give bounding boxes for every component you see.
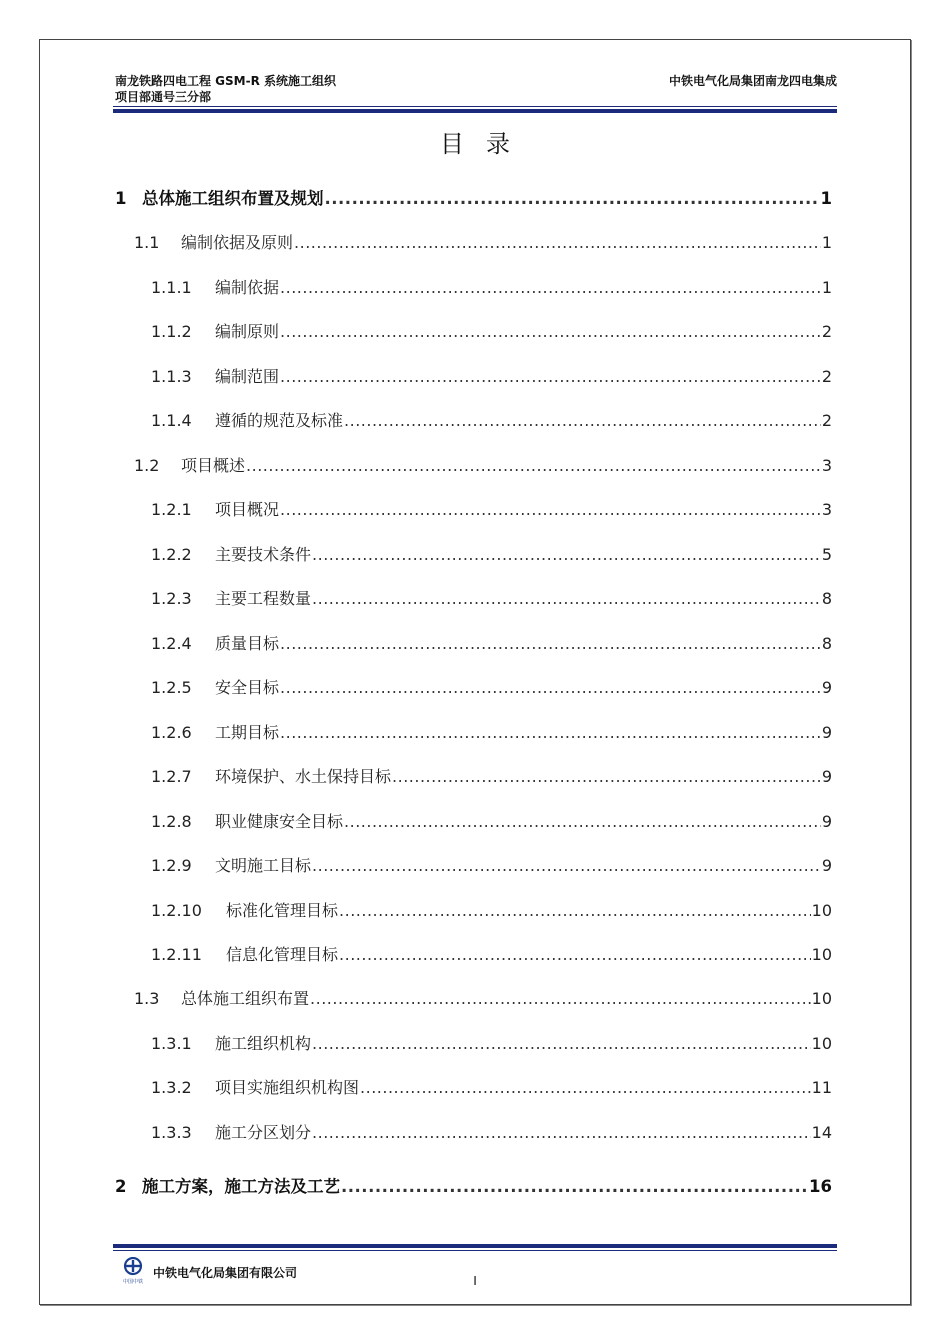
header-rule-thin: [113, 106, 837, 107]
toc-leader-dots: [310, 989, 811, 1009]
toc-entry[interactable]: [151, 678, 832, 698]
toc-entry[interactable]: [151, 500, 832, 520]
toc-entry[interactable]: [151, 1078, 832, 1098]
toc-entry-number: 1.3.3: [151, 1123, 192, 1142]
toc-entry[interactable]: [151, 723, 832, 743]
toc-entry-page: 3: [821, 500, 832, 519]
toc-entry[interactable]: [151, 812, 832, 832]
toc-leader-dots: [312, 1034, 811, 1054]
page-border: [39, 39, 911, 1305]
toc-leader-dots: [312, 856, 821, 876]
toc-entry[interactable]: [151, 634, 832, 654]
footer-rule-thick: [113, 1244, 837, 1248]
toc-entry[interactable]: [151, 322, 832, 342]
toc-entry-page: 11: [811, 1078, 832, 1097]
toc-entry-title: 项目概况: [215, 500, 280, 519]
toc-entry[interactable]: [134, 456, 832, 476]
toc-leader-dots: [339, 945, 811, 965]
toc-entry-number: 1.1: [134, 233, 160, 252]
toc-entry-title: 工期目标: [215, 723, 280, 742]
header-project-title: 南龙铁路四电工程 GSM-R 系统施工组织: [115, 74, 337, 88]
toc-entry-page: 9: [821, 767, 832, 786]
toc-entry[interactable]: [151, 545, 832, 565]
toc-entry-page: 2: [821, 322, 832, 341]
toc-leader-dots: [341, 1177, 808, 1197]
toc-entry-page: 1: [820, 189, 832, 208]
toc-entry-number: 1.1.1: [151, 278, 192, 297]
toc-entry-page: 9: [821, 856, 832, 875]
header-department: 项目部通号三分部: [115, 90, 212, 104]
toc-entry-page: 1: [821, 278, 832, 297]
logo-caption: 中国中铁: [122, 1279, 144, 1285]
toc-entry-number: 1.2.6: [151, 723, 192, 742]
toc-entry-number: 1.2.3: [151, 589, 192, 608]
toc-entry-title: 施工分区划分: [215, 1123, 312, 1142]
toc-entry-title: 施工方案，施工方法及工艺: [142, 1177, 340, 1196]
toc-entry-page: 9: [821, 812, 832, 831]
toc-entry-page: 8: [821, 634, 832, 653]
toc-entry-page: 2: [821, 367, 832, 386]
toc-entry-title: 信息化管理目标: [226, 945, 339, 964]
toc-entry-title: 质量目标: [215, 634, 280, 653]
toc-entry-title: 总体施工组织布置及规划: [142, 189, 324, 208]
toc-entry-title: 施工组织机构: [215, 1034, 312, 1053]
toc-entry-number: 1.2.8: [151, 812, 192, 831]
page-number: I: [473, 1273, 477, 1288]
toc-entry-number: 1.2.2: [151, 545, 192, 564]
toc-entry-title: 主要工程数量: [215, 589, 312, 608]
toc-entry-number: 1.1.2: [151, 322, 192, 341]
toc-entry-title: 安全目标: [215, 678, 280, 697]
toc-entry[interactable]: [151, 767, 832, 787]
toc-entry-number: 1: [115, 189, 127, 208]
toc-entry-page: 10: [811, 945, 832, 964]
toc-entry[interactable]: [151, 411, 832, 431]
toc-leader-dots: [312, 1123, 811, 1143]
toc-entry[interactable]: [151, 901, 832, 921]
toc-entry-title: 项目实施组织机构图: [215, 1078, 360, 1097]
toc-entry-title: 文明施工目标: [215, 856, 312, 875]
toc-leader-dots: [392, 767, 821, 787]
toc-entry-page: 10: [811, 901, 832, 920]
toc-entry[interactable]: [115, 1177, 832, 1197]
toc-entry-number: 1.1.3: [151, 367, 192, 386]
toc-entry[interactable]: [151, 1034, 832, 1054]
toc-entry[interactable]: [151, 589, 832, 609]
toc-entry-number: 1.2.4: [151, 634, 192, 653]
toc-entry-title: 项目概述: [181, 456, 246, 475]
toc-entry[interactable]: [151, 278, 832, 298]
header-rule-thick: [113, 109, 837, 113]
toc-entry-page: 5: [821, 545, 832, 564]
toc-leader-dots: [344, 812, 821, 832]
toc-leader-dots: [294, 233, 821, 253]
toc-entry-title: 编制原则: [215, 322, 280, 341]
toc-leader-dots: [280, 723, 821, 743]
toc-leader-dots: [280, 634, 821, 654]
toc-leader-dots: [325, 189, 820, 209]
toc-entry[interactable]: [115, 189, 832, 209]
toc-entry-number: 1.2: [134, 456, 160, 475]
toc-entry[interactable]: [134, 233, 832, 253]
toc-leader-dots: [280, 367, 821, 387]
toc-entry[interactable]: [151, 856, 832, 876]
toc-entry-number: 1.1.4: [151, 411, 192, 430]
toc-entry-page: 9: [821, 678, 832, 697]
toc-leader-dots: [246, 456, 821, 476]
header-left: [115, 73, 336, 105]
toc-entry-title: 职业健康安全目标: [215, 812, 344, 831]
toc-entry-page: 10: [811, 1034, 832, 1053]
toc-entry-page: 2: [821, 411, 832, 430]
toc-entry-title: 编制依据及原则: [181, 233, 294, 252]
toc-leader-dots: [312, 545, 821, 565]
toc-entry-page: 14: [811, 1123, 832, 1142]
toc-leader-dots: [360, 1078, 811, 1098]
toc-leader-dots: [280, 500, 821, 520]
toc-leader-dots: [339, 901, 811, 921]
toc-entry-title: 总体施工组织布置: [181, 989, 310, 1008]
toc-entry-number: 1.3.2: [151, 1078, 192, 1097]
toc-entry-number: 1.2.9: [151, 856, 192, 875]
toc-leader-dots: [280, 278, 821, 298]
toc-entry-page: 1: [821, 233, 832, 252]
toc-entry-title: 编制范围: [215, 367, 280, 386]
toc-leader-dots: [312, 589, 821, 609]
toc-entry-number: 1.2.7: [151, 767, 192, 786]
toc-entry-page: 8: [821, 589, 832, 608]
toc-entry-number: 1.3.1: [151, 1034, 192, 1053]
toc-entry[interactable]: [151, 945, 832, 965]
toc-entry-number: 1.2.11: [151, 945, 202, 964]
toc-entry-title: 主要技术条件: [215, 545, 312, 564]
toc-leader-dots: [280, 322, 821, 342]
toc-entry-number: 1.2.10: [151, 901, 202, 920]
toc-entry-page: 16: [809, 1177, 832, 1196]
toc-entry[interactable]: [134, 989, 832, 1009]
header-company: 中铁电气化局集团南龙四电集成: [668, 74, 837, 88]
toc-entry[interactable]: [151, 367, 832, 387]
toc-entry-page: 9: [821, 723, 832, 742]
footer-company-name: 中铁电气化局集团有限公司: [153, 1266, 298, 1280]
footer-rule-thin: [113, 1250, 837, 1251]
toc-entry[interactable]: [151, 1123, 832, 1143]
toc-leader-dots: [280, 678, 821, 698]
toc-entry-title: 环境保护、水土保持目标: [215, 767, 392, 786]
toc-entry-number: 1.3: [134, 989, 160, 1008]
toc-entry-title: 标准化管理目标: [226, 901, 339, 920]
toc-entry-page: 10: [811, 989, 832, 1008]
toc-leader-dots: [344, 411, 821, 431]
toc-entry-title: 编制依据: [215, 278, 280, 297]
toc-entry-number: 1.2.1: [151, 500, 192, 519]
toc-entry-number: 2: [115, 1177, 127, 1196]
toc-title: 目录: [440, 130, 532, 158]
toc-entry-number: 1.2.5: [151, 678, 192, 697]
toc-entry-title: 遵循的规范及标准: [215, 411, 344, 430]
toc-entry-page: 3: [821, 456, 832, 475]
